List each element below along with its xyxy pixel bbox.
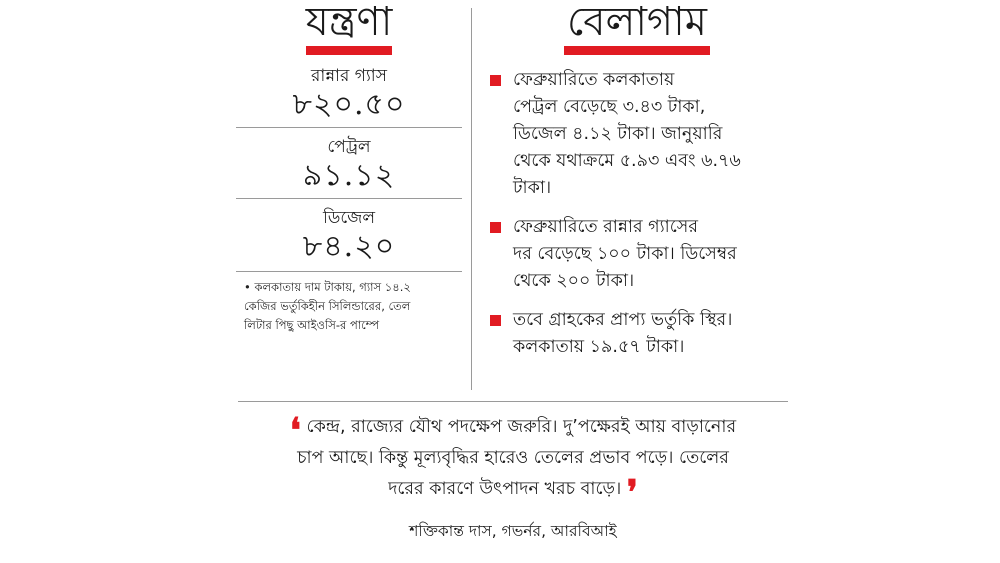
red-square-bullet-icon: [490, 222, 501, 233]
footnote: [236, 278, 462, 335]
quote-line: [238, 411, 788, 451]
price-item-lpg: [236, 65, 462, 123]
price-item-diesel: [236, 207, 462, 265]
bullet-item: [487, 307, 787, 361]
footnote-line: • কলকাতায় দাম টাকায়, গ্যাস ১৪.২: [244, 280, 411, 294]
bullet-line: থেকে যথাক্রমে ৫.৯৩ এবং ৬.৭৬: [513, 151, 741, 171]
bullet-item: [487, 67, 787, 202]
price-label: পেট্রল: [327, 137, 371, 157]
bullet-line: কলকাতায় ১৯.৫৭ টাকা।: [513, 337, 685, 357]
left-panel: [236, 0, 462, 335]
right-panel-title: বেলাগাম: [567, 0, 707, 45]
footnote-line: কেজির ভর্তুকিহীন সিলিন্ডারের, তেল: [244, 299, 411, 313]
price-label: ডিজেল: [322, 208, 376, 228]
left-title-underline: [306, 46, 392, 55]
price-item-petrol: [236, 136, 462, 194]
footnote-line: লিটার পিছু আইওসি-র পাম্পে: [244, 318, 380, 332]
quote-text: কেন্দ্র, রাজ্যের যৌথ পদক্ষেপ জরুরি। দু’পক্ষেরই আয় বাড়ানোর: [306, 417, 737, 437]
quote-attribution: শক্তিকান্ত দাস, গভর্নর, আরবিআই: [409, 522, 617, 540]
price-value: ৮২০.৫০: [292, 87, 406, 122]
price-value: ৯১.১২: [302, 158, 396, 193]
red-square-bullet-icon: [490, 75, 501, 86]
close-quote-icon: ❜: [626, 473, 638, 513]
right-panel: [487, 0, 787, 361]
open-quote-icon: ❛: [289, 411, 301, 451]
right-title-underline: [564, 46, 710, 55]
bullet-line: পেট্রল বেড়েছে ৩.৪৩ টাকা,: [513, 97, 706, 117]
bullet-line: তবে গ্রাহকের প্রাপ্য ভর্তুকি স্থির।: [513, 310, 733, 330]
price-label: রান্নার গ্যাস: [311, 66, 387, 86]
bullet-line: ফেব্রুয়ারিতে রান্নার গ্যাসের: [513, 217, 698, 237]
price-value: ৮৪.২০: [302, 229, 396, 264]
bullet-line: ফেব্রুয়ারিতে কলকাতায়: [513, 70, 675, 90]
bullet-item: [487, 214, 787, 295]
bullet-line: থেকে ২০০ টাকা।: [513, 271, 635, 291]
left-panel-title: যন্ত্রণা: [305, 0, 393, 45]
bullet-line: টাকা।: [513, 178, 552, 198]
bullet-line: ডিজেল ৪.১২ টাকা। জানুয়ারি: [513, 124, 723, 144]
column-divider: [471, 8, 472, 390]
quote-line: চাপ আছে। কিন্তু মূল্যবৃদ্ধির হারেও তেলের প্রভাব পড়ে। তেলের: [297, 448, 729, 468]
pull-quote: [238, 411, 788, 513]
section-divider: [238, 401, 788, 402]
quote-text: দরের কারণে উৎপাদন খরচ বাড়ে।: [388, 479, 622, 499]
quote-line: [238, 473, 788, 513]
bullet-line: দর বেড়েছে ১০০ টাকা। ডিসেম্বর: [513, 244, 737, 264]
red-square-bullet-icon: [490, 315, 501, 326]
